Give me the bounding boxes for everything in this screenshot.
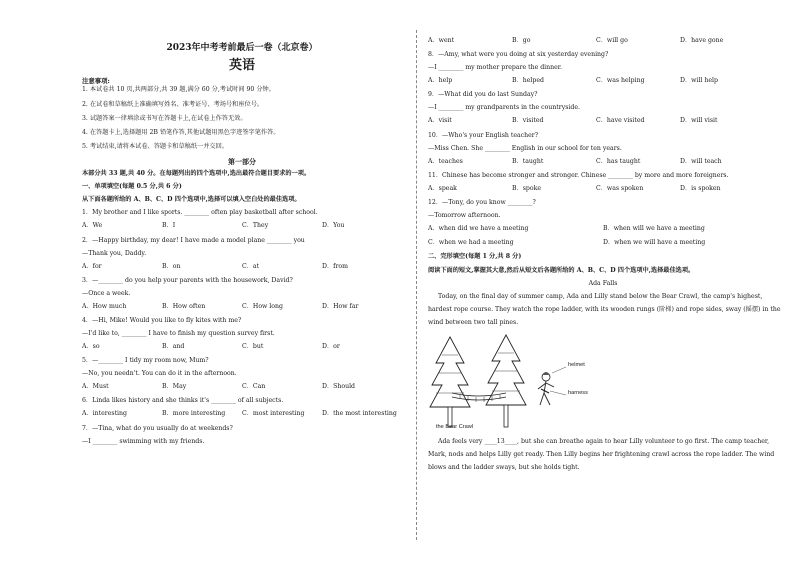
option: A．How much [82,302,127,310]
right-column [428,37,781,478]
option: B．go [512,37,531,44]
option: C．have visited [596,117,645,125]
option: C．most interesting [242,410,305,418]
question-stem: 3．—________ do you help your parents with the housework, David? [82,276,293,284]
subject-title: 英语 [228,58,255,73]
question-dialogue: —I ________ my grandparents in the countryside. [428,104,580,112]
question-dialogue: —I ________ my mother prepare the dinner. [428,64,563,72]
option: C．has taught [596,157,641,165]
section-heading: 二、完形填空(每题 1 分,共 8 分) [428,253,522,261]
option: B．May [162,383,187,391]
option: D．or [322,343,340,351]
question-stem: 12．—Tony, do you know ________? [428,199,536,207]
option: A．went [428,37,455,44]
option: C．will go [596,37,628,44]
question-options [428,226,778,232]
option: A．teaches [428,157,463,165]
option: B．helped [512,77,544,85]
part-intro: 本部分共 33 题,共 40 分。在每题列出的四个选项中,选出最符合题目要求的一项。 [82,170,311,178]
option: C．when we had a meeting [428,239,514,247]
option: C．They [242,222,269,230]
option: B．on [162,262,181,270]
part-title: 第一部分 [228,157,256,167]
passage-line: blows and the ladder sways, but she holds tight. [428,463,580,471]
question-options [82,264,402,270]
question-options [82,344,402,350]
option: C．was spoken [596,184,644,192]
question-stem: 5．—________ I tidy my room now, Mum? [82,357,209,365]
option: D．How far [322,302,359,310]
question-dialogue: —I'd like to, ________ I have to finish my question survey first. [82,330,275,338]
option: B．I [162,222,176,230]
question-options [428,240,778,246]
option: B．How often [162,302,206,310]
bear-crawl-label: the Bear Crawl [436,423,473,430]
option: A．Must [82,383,109,391]
question-options [82,384,402,390]
option: C．How long [242,302,283,310]
option: D．the most interesting [322,410,397,418]
option: D．Should [322,383,356,391]
question-stem: 6．Linda likes history and she thinks it's ________ of all subjects. [82,397,284,405]
option: B．taught [512,157,544,165]
option: D．when we will have a meeting [603,239,706,247]
notice-item: 3. 试题答案一律填涂或书写在答题卡上,在试卷上作答无效。 [82,114,247,122]
question-stem: 4．—Hi, Mike! Would you like to fly kites with me? [82,317,242,325]
option: B．more interesting [162,410,226,418]
option: C．at [242,262,260,270]
section-heading: 一、单项填空(每题 0.5 分,共 6 分) [82,183,182,191]
option: A．speak [428,184,457,192]
passage-line: Today, on the final day of summer camp, Ada and Lilly stand below the Bear Crawl, the camp's highest, [438,292,763,300]
passage-line: wind between two tall pines. [428,318,519,326]
pine-trees-icon [428,333,588,433]
section-description: 从下面各题所给的 A、B、C、D 四个选项中,选择可以填入空白处的最佳选项。 [82,196,301,204]
option: A．visit [428,117,452,125]
option: D．is spoken [680,184,721,192]
notice-item: 1. 本试卷共 10 页,共两部分,共 39 题,满分 60 分,考试时间 90 分钟。 [82,86,275,94]
question-dialogue: —Thank you, Daddy. [82,249,147,257]
notice-heading: 注意事项: [82,77,110,85]
question-options [82,223,402,229]
question-options [428,186,778,192]
question-stem: 7．—Tina, what do you usually do at weekends? [82,424,233,432]
option: A．so [82,343,100,351]
question-dialogue: —I ________ swimming with my friends. [82,437,205,445]
option: D．from [322,262,348,270]
question-options [428,159,778,165]
question-stem: 2．—Happy birthday, my dear! I have made a model plane ________ you [82,236,305,244]
option: A．interesting [82,410,127,418]
question-options [428,78,778,84]
option: A．We [82,222,103,230]
question-options [82,411,402,417]
option: A．help [428,77,453,85]
question-dialogue: —Tomorrow afternoon. [428,212,501,220]
question-stem: 1．My brother and I like sports. ________ often play basketball after school. [82,209,318,217]
option: B．when will we have a meeting [603,225,705,233]
section-description: 阅读下面的短文,掌握其大意,然后从短文后各题所给的 A、B、C、D 四个选项中,选择最佳选项。 [428,266,695,274]
notice-item: 5. 考试结束,请将本试卷、答题卡和草稿纸一并交回。 [82,143,228,151]
helmet-label: helmet [568,361,585,368]
option: B．and [162,343,185,351]
question-stem: 11．Chinese has become stronger and stronger. Chinese ________ by more and more foreigners. [428,171,729,179]
option: C．Can [242,383,266,391]
option: C．was helping [596,77,645,85]
bear-crawl-illustration [428,333,588,433]
option: B．spoke [512,184,542,192]
notice-item: 4. 在答题卡上,选择题用 2B 铅笔作答,其他试题用黑色字迹签字笔作答。 [82,129,280,137]
column-divider [416,30,417,540]
option: D．have gone [680,37,724,44]
question-dialogue: —Miss Chen. She ________ English in our school for ten years. [428,144,622,152]
option: D．will teach [680,157,722,165]
exam-title: 2023年中考考前最后一卷（北京卷） [166,43,318,53]
passage-line: Mark, nods and helps Lilly get ready. Then Lilly begins her frightening crawl across the rope ladder. The wind [428,450,775,458]
question-stem: 8．—Amy, what were you doing at six yesterday evening? [428,51,609,59]
left-column [82,38,402,452]
option: D．will visit [680,117,718,125]
option: A．for [82,262,102,270]
option: C．but [242,343,264,351]
question-options [82,304,402,310]
question-options [428,118,778,124]
question-options [428,38,778,44]
passage-line: hardest rope course. They watch the rope ladder, with its wooden rungs (阶梯) and rope sides, sway (摇摆) in the [428,305,781,313]
question-stem: 9．—What did you do last Sunday? [428,91,538,99]
question-dialogue: —No, you needn't. You can do it in the afternoon. [82,370,237,378]
harness-label: harness [568,389,588,396]
passage-title: Ada Falls [588,279,618,287]
option: D．will help [680,77,718,85]
passage-line: Ada feels very ____13____, but she can breathe again to hear Lilly volunteer to go first. The camp teacher, [438,437,770,445]
option: A．when did we have a meeting [428,225,529,233]
question-dialogue: —Once a week. [82,289,131,297]
question-stem: 10．—Who's your English teacher? [428,131,539,139]
notice-item: 2. 在试卷和草稿纸上准确填写姓名、准考证号、考场号和座位号。 [82,100,264,108]
option: B．visited [512,117,544,125]
option: D．You [322,222,345,230]
